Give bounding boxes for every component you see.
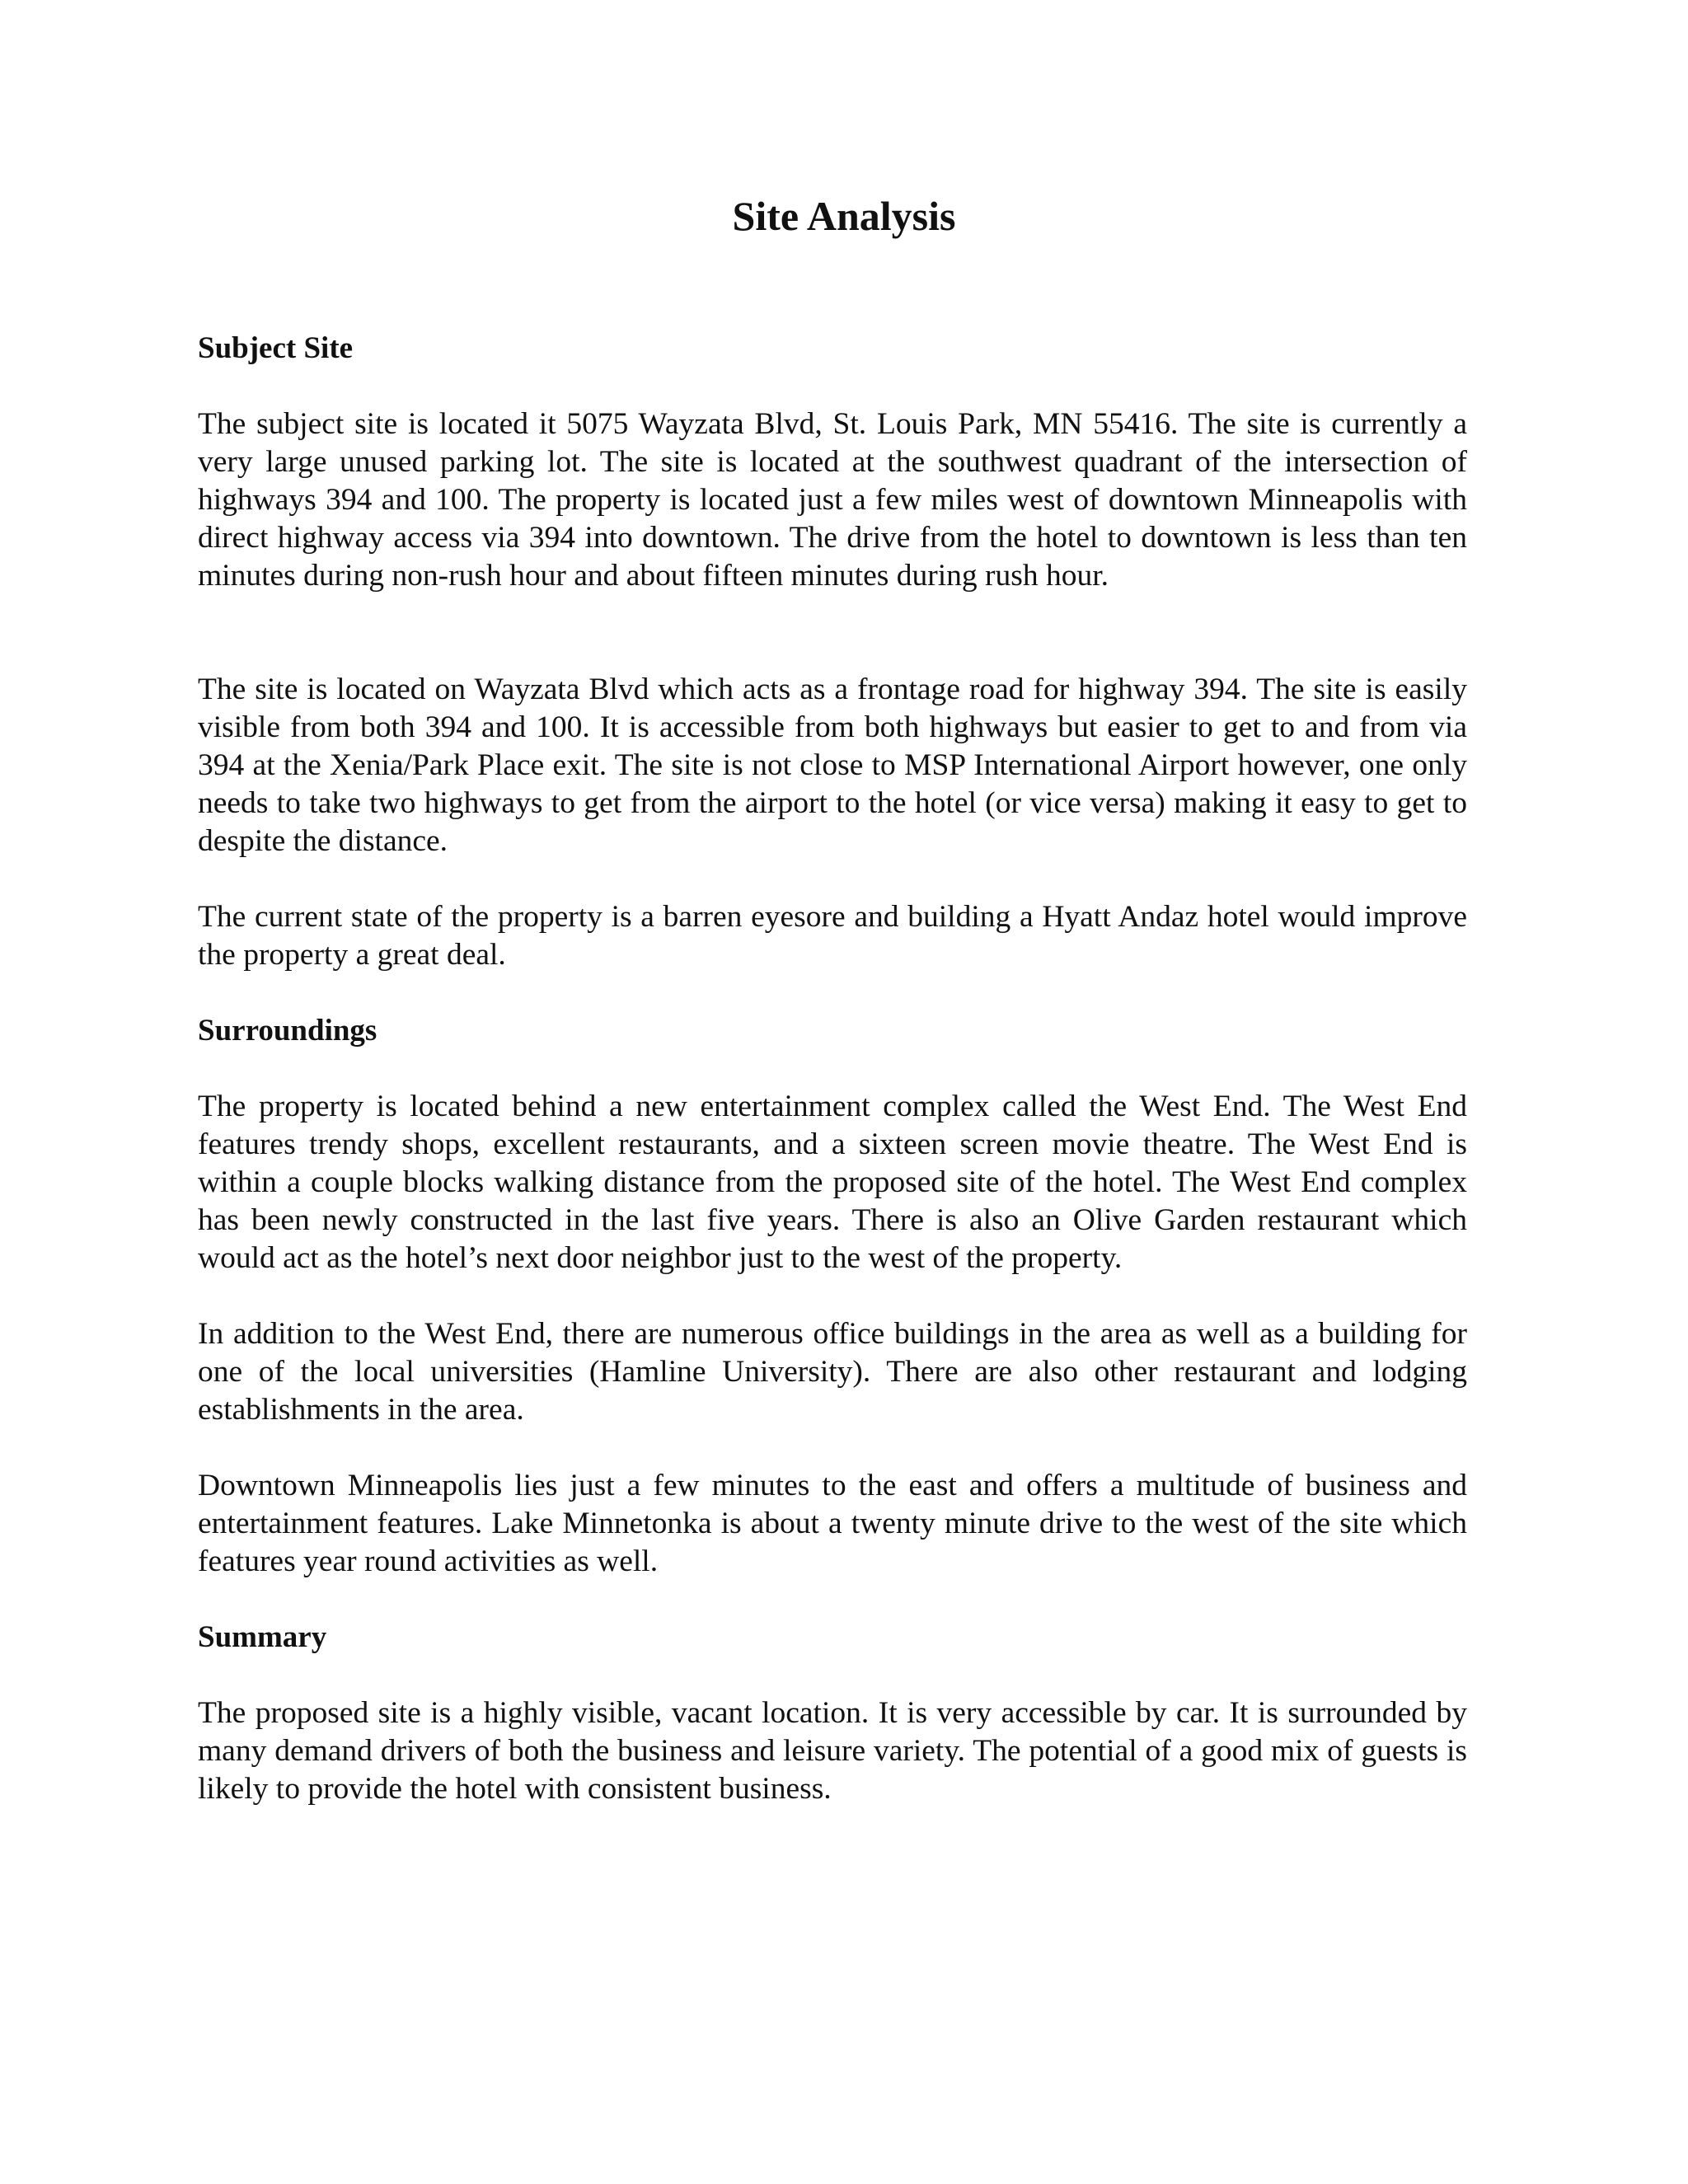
- section-heading-subject-site: Subject Site: [198, 331, 354, 365]
- page-title: Site Analysis: [732, 193, 956, 239]
- paragraph-subject-site-3: The current state of the property is a barren eyesore and building a Hyatt Andaz hotel would improve the property a great deal.: [198, 900, 1467, 972]
- section-heading-surroundings: Surroundings: [198, 1014, 377, 1047]
- paragraph-subject-site-1: The subject site is located it 5075 Wayzata Blvd, St. Louis Park, MN 55416. The site is currently a very large unused parking lot. The site is located at the southwest quadrant of the intersection of highways 394 and 100. The property is located just a few miles west of downtown Minneapolis with direct highway access via 394 into downtown. The drive from the hotel to downtown is less than ten minutes during non-rush hour and about fifteen minutes during rush hour.: [198, 407, 1467, 593]
- paragraph-subject-site-2: The site is located on Wayzata Blvd which acts as a frontage road for highway 394. The site is easily visible from both 394 and 100. It is accessible from both highways but easier to get to and from via 394 at the Xenia/Park Place exit. The site is not close to MSP International Airport however, one only needs to take two highways to get from the airport to the hotel (or vice versa) making it easy to get to despite the distance.: [198, 673, 1467, 858]
- paragraph-surroundings-2: In addition to the West End, there are numerous office buildings in the area as well as a building for one of the local universities (Hamline University). There are also other restaurant and lodging establishments in the area.: [198, 1317, 1467, 1427]
- paragraph-summary-1: The proposed site is a highly visible, vacant location. It is very accessible by car. It is surrounded by many demand drivers of both the business and leisure variety. The potential of a good mix of guests is likely to provide the hotel with consistent business.: [198, 1696, 1467, 1806]
- paragraph-surroundings-3: Downtown Minneapolis lies just a few minutes to the east and offers a multitude of business and entertainment features. Lake Minnetonka is about a twenty minute drive to the west of the site which features year round activities as well.: [198, 1469, 1467, 1578]
- paragraph-surroundings-1: The property is located behind a new entertainment complex called the West End. The West End features trendy shops, excellent restaurants, and a sixteen screen movie theatre. The West End is within a couple blocks walking distance from the proposed site of the hotel. The West End complex has been newly constructed in the last five years. There is also an Olive Garden restaurant which would act as the hotel’s next door neighbor just to the west of the property.: [198, 1090, 1467, 1275]
- section-heading-summary: Summary: [198, 1620, 327, 1654]
